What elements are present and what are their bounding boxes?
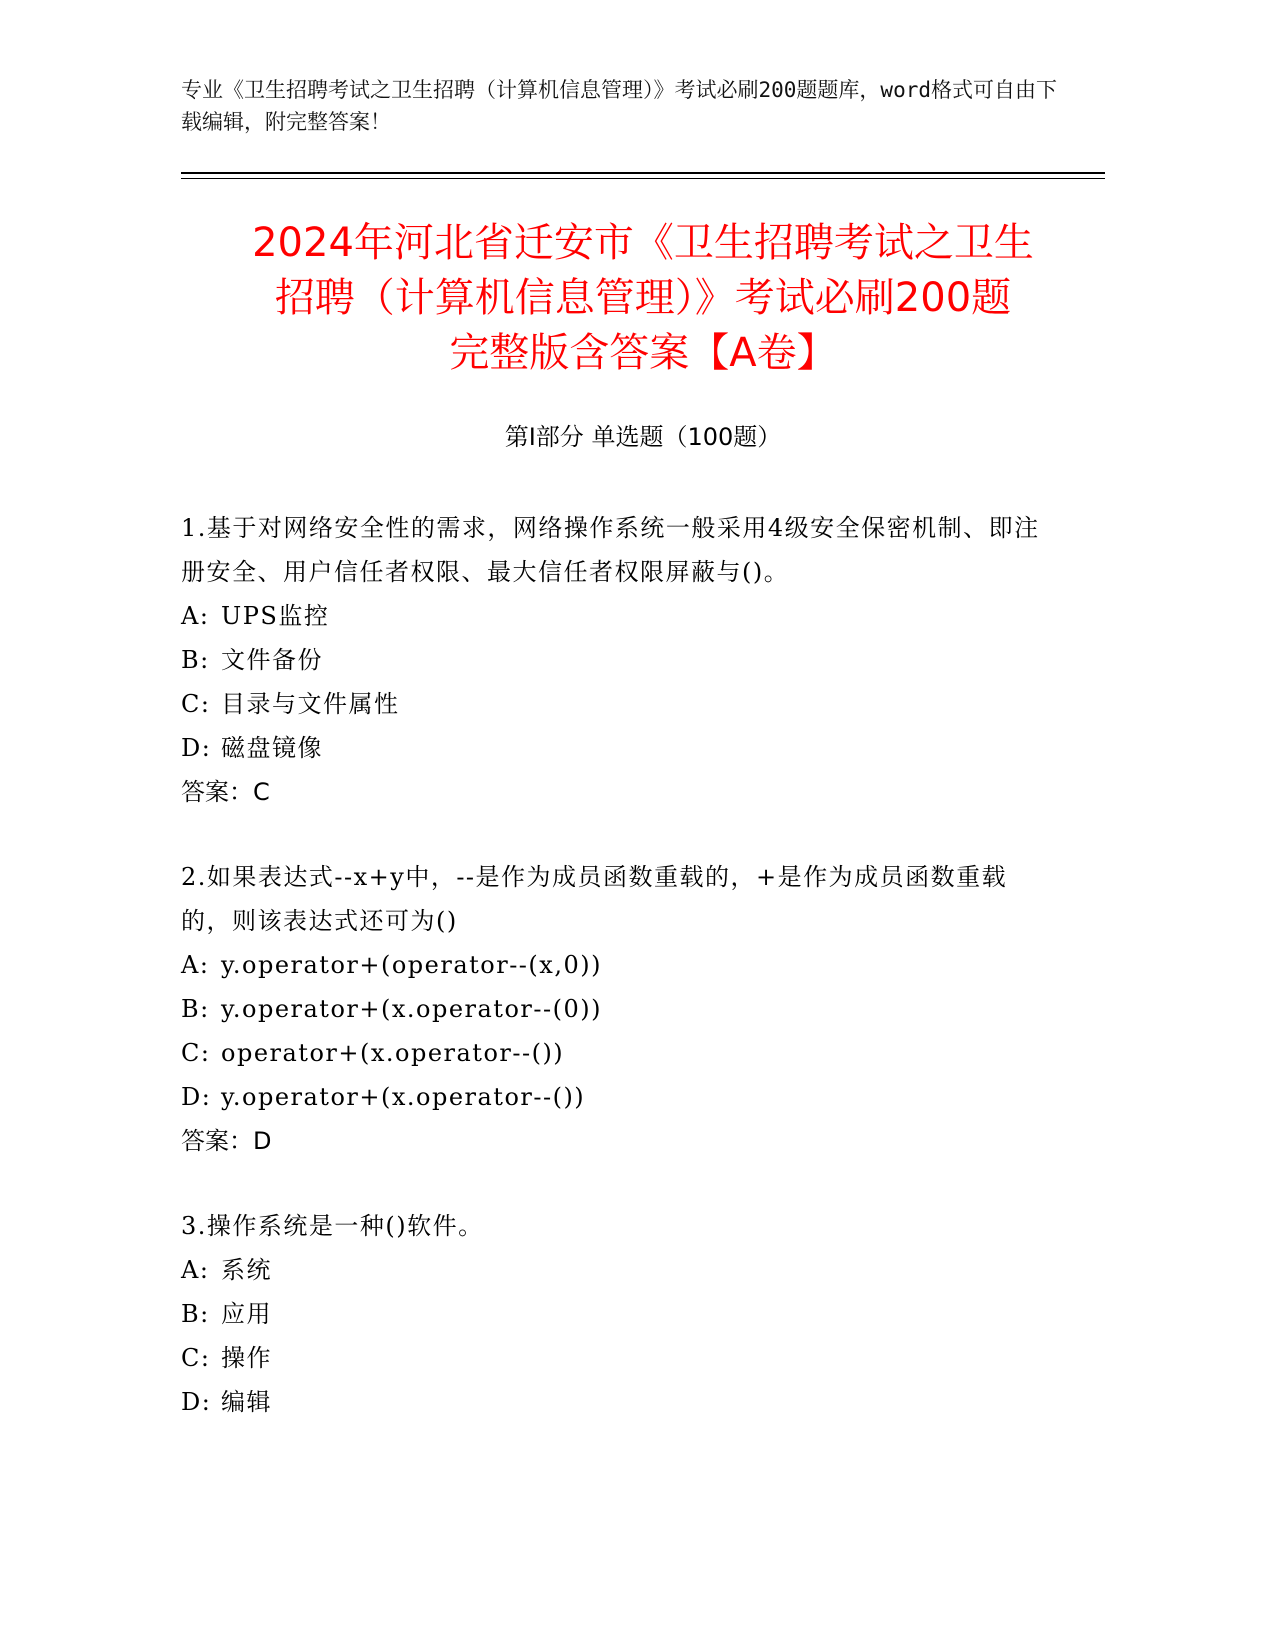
option-letter: B:: [181, 1300, 210, 1328]
option-text: 编辑: [221, 1388, 272, 1416]
option-a: [181, 594, 1041, 638]
question-1: [181, 506, 1041, 814]
option-letter: D:: [181, 1388, 212, 1416]
option-a: [181, 1248, 1041, 1292]
header-rule-thin: [181, 178, 1105, 179]
option-a: [181, 943, 1041, 987]
header-rule-thick: [181, 172, 1105, 174]
option-text: 操作: [221, 1344, 272, 1372]
option-letter: D:: [181, 1083, 212, 1111]
option-letter: D:: [181, 734, 212, 762]
option-text: operator+(x.operator--()): [221, 1039, 565, 1067]
option-letter: A:: [181, 951, 210, 979]
question-stem: 3.操作系统是一种()软件。: [181, 1212, 484, 1240]
document-title: [181, 216, 1105, 381]
option-text: y.operator+(x.operator--()): [221, 1083, 586, 1111]
option-text: 文件备份: [221, 646, 323, 674]
option-b: [181, 987, 1041, 1031]
option-text: 磁盘镜像: [221, 734, 323, 762]
option-letter: B:: [181, 646, 210, 674]
option-text: y.operator+(x.operator--(0)): [221, 995, 602, 1023]
option-d: [181, 1075, 1041, 1119]
header-note: 专业《卫生招聘考试之卫生招聘（计算机信息管理）》考试必刷200题题库，word格式可自由下载编辑，附完整答案！: [181, 78, 1057, 134]
option-c: [181, 1336, 1041, 1380]
section-heading: 第Ⅰ部分 单选题（100题）: [504, 423, 782, 451]
question-list: [181, 506, 1041, 1465]
option-d: [181, 1380, 1041, 1424]
option-letter: A:: [181, 602, 210, 630]
option-text: y.operator+(operator--(x,0)): [221, 951, 602, 979]
title-line-2: 招聘（计算机信息管理）》考试必刷200题: [274, 275, 1012, 321]
option-letter: C:: [181, 1039, 211, 1067]
option-text: 目录与文件属性: [221, 690, 400, 718]
option-text: 应用: [221, 1300, 272, 1328]
option-c: [181, 1031, 1041, 1075]
option-b: [181, 638, 1041, 682]
answer: 答案：C: [181, 778, 270, 806]
option-letter: C:: [181, 1344, 211, 1372]
title-line-3: 完整版含答案【A卷】: [449, 330, 837, 376]
option-letter: B:: [181, 995, 210, 1023]
option-letter: A:: [181, 1256, 210, 1284]
answer: 答案：D: [181, 1127, 272, 1155]
option-letter: C:: [181, 690, 211, 718]
option-text: 系统: [221, 1256, 272, 1284]
question-stem: 2.如果表达式--x+y中，--是作为成员函数重载的，+是作为成员函数重载的，则该表达式还可为(): [181, 863, 1008, 935]
option-d: [181, 726, 1041, 770]
question-2: [181, 855, 1041, 1163]
title-line-1: 2024年河北省迁安市《卫生招聘考试之卫生: [252, 220, 1034, 266]
question-stem: 1.基于对网络安全性的需求，网络操作系统一般采用4级安全保密机制、即注册安全、用户信任者权限、最大信任者权限屏蔽与()。: [181, 514, 1040, 586]
option-c: [181, 682, 1041, 726]
question-3: [181, 1204, 1041, 1424]
option-text: UPS监控: [221, 602, 330, 630]
option-b: [181, 1292, 1041, 1336]
